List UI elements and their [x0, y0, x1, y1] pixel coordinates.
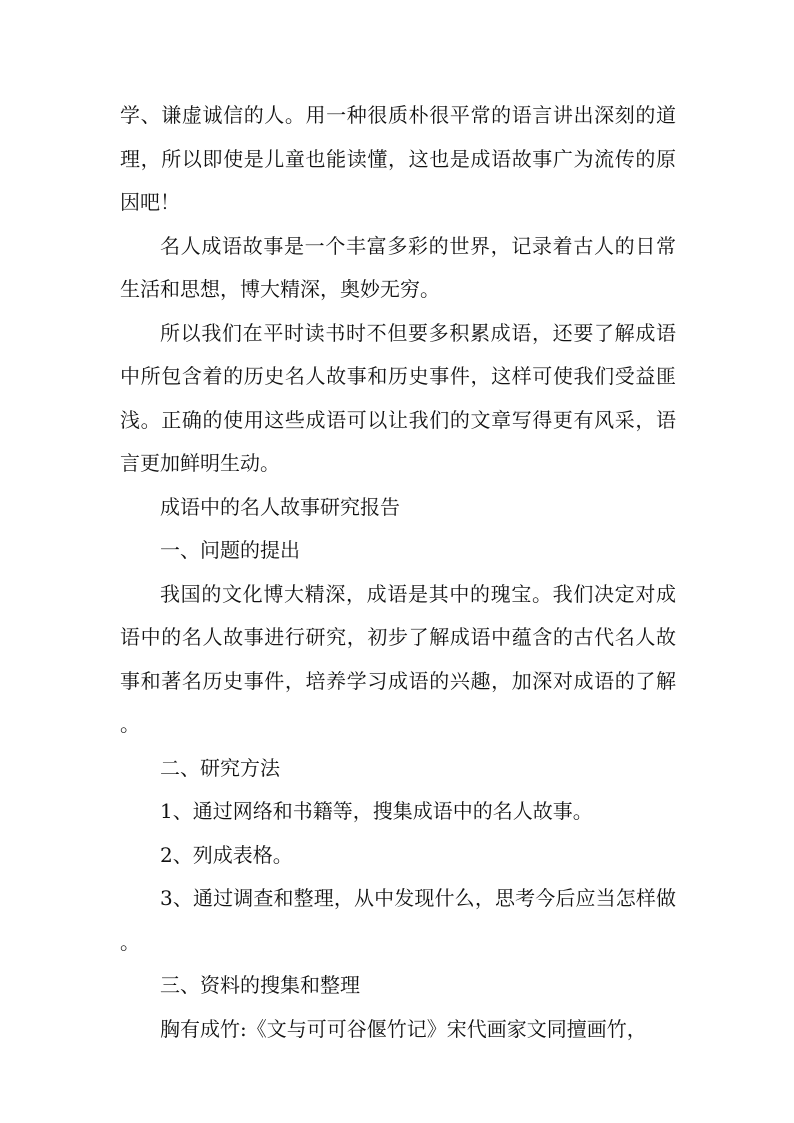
section-heading-2: 二、研究方法	[160, 755, 280, 780]
method-item-2: 2、列成表格。	[160, 842, 293, 867]
paragraph-idiom-entry: 胸有成竹:《文与可可谷偃竹记》宋代画家文同擅画竹，	[160, 1016, 647, 1041]
report-title: 成语中的名人故事研究报告	[160, 494, 400, 519]
section-heading-3: 三、资料的搜集和整理	[160, 973, 360, 997]
paragraph-problem: 我国的文化博大精深，成语是其中的瑰宝。我们决定对成语中的名人故事进行研究，初步了解成语中蕴含的古代名人故事和著名历史事件，培养学习成语的兴趣，加深对成语的了解。	[120, 581, 676, 736]
paragraph-continuation: 学、谦虚诚信的人。用一种很质朴很平常的语言讲出深刻的道理，所以即使是儿童也能读懂，这也是成语故事广为流传的原因吧！	[120, 103, 676, 214]
document-body	[120, 94, 676, 1051]
paragraph-conclusion: 所以我们在平时读书时不但要多积累成语，还要了解成语中所包含着的历史名人故事和历史事件，这样可使我们受益匪浅。正确的使用这些成语可以让我们的文章写得更有风采，语言更加鲜明生动。	[120, 320, 676, 475]
section-heading-1: 一、问题的提出	[160, 538, 300, 562]
method-item-3: 3、通过调查和整理，从中发现什么，思考今后应当怎样做。	[120, 886, 676, 954]
paragraph-summary: 名人成语故事是一个丰富多彩的世界，记录着古人的日常生活和思想，博大精深，奥妙无穷。	[120, 233, 676, 301]
method-item-1: 1、通过网络和书籍等，搜集成语中的名人故事。	[160, 799, 593, 823]
